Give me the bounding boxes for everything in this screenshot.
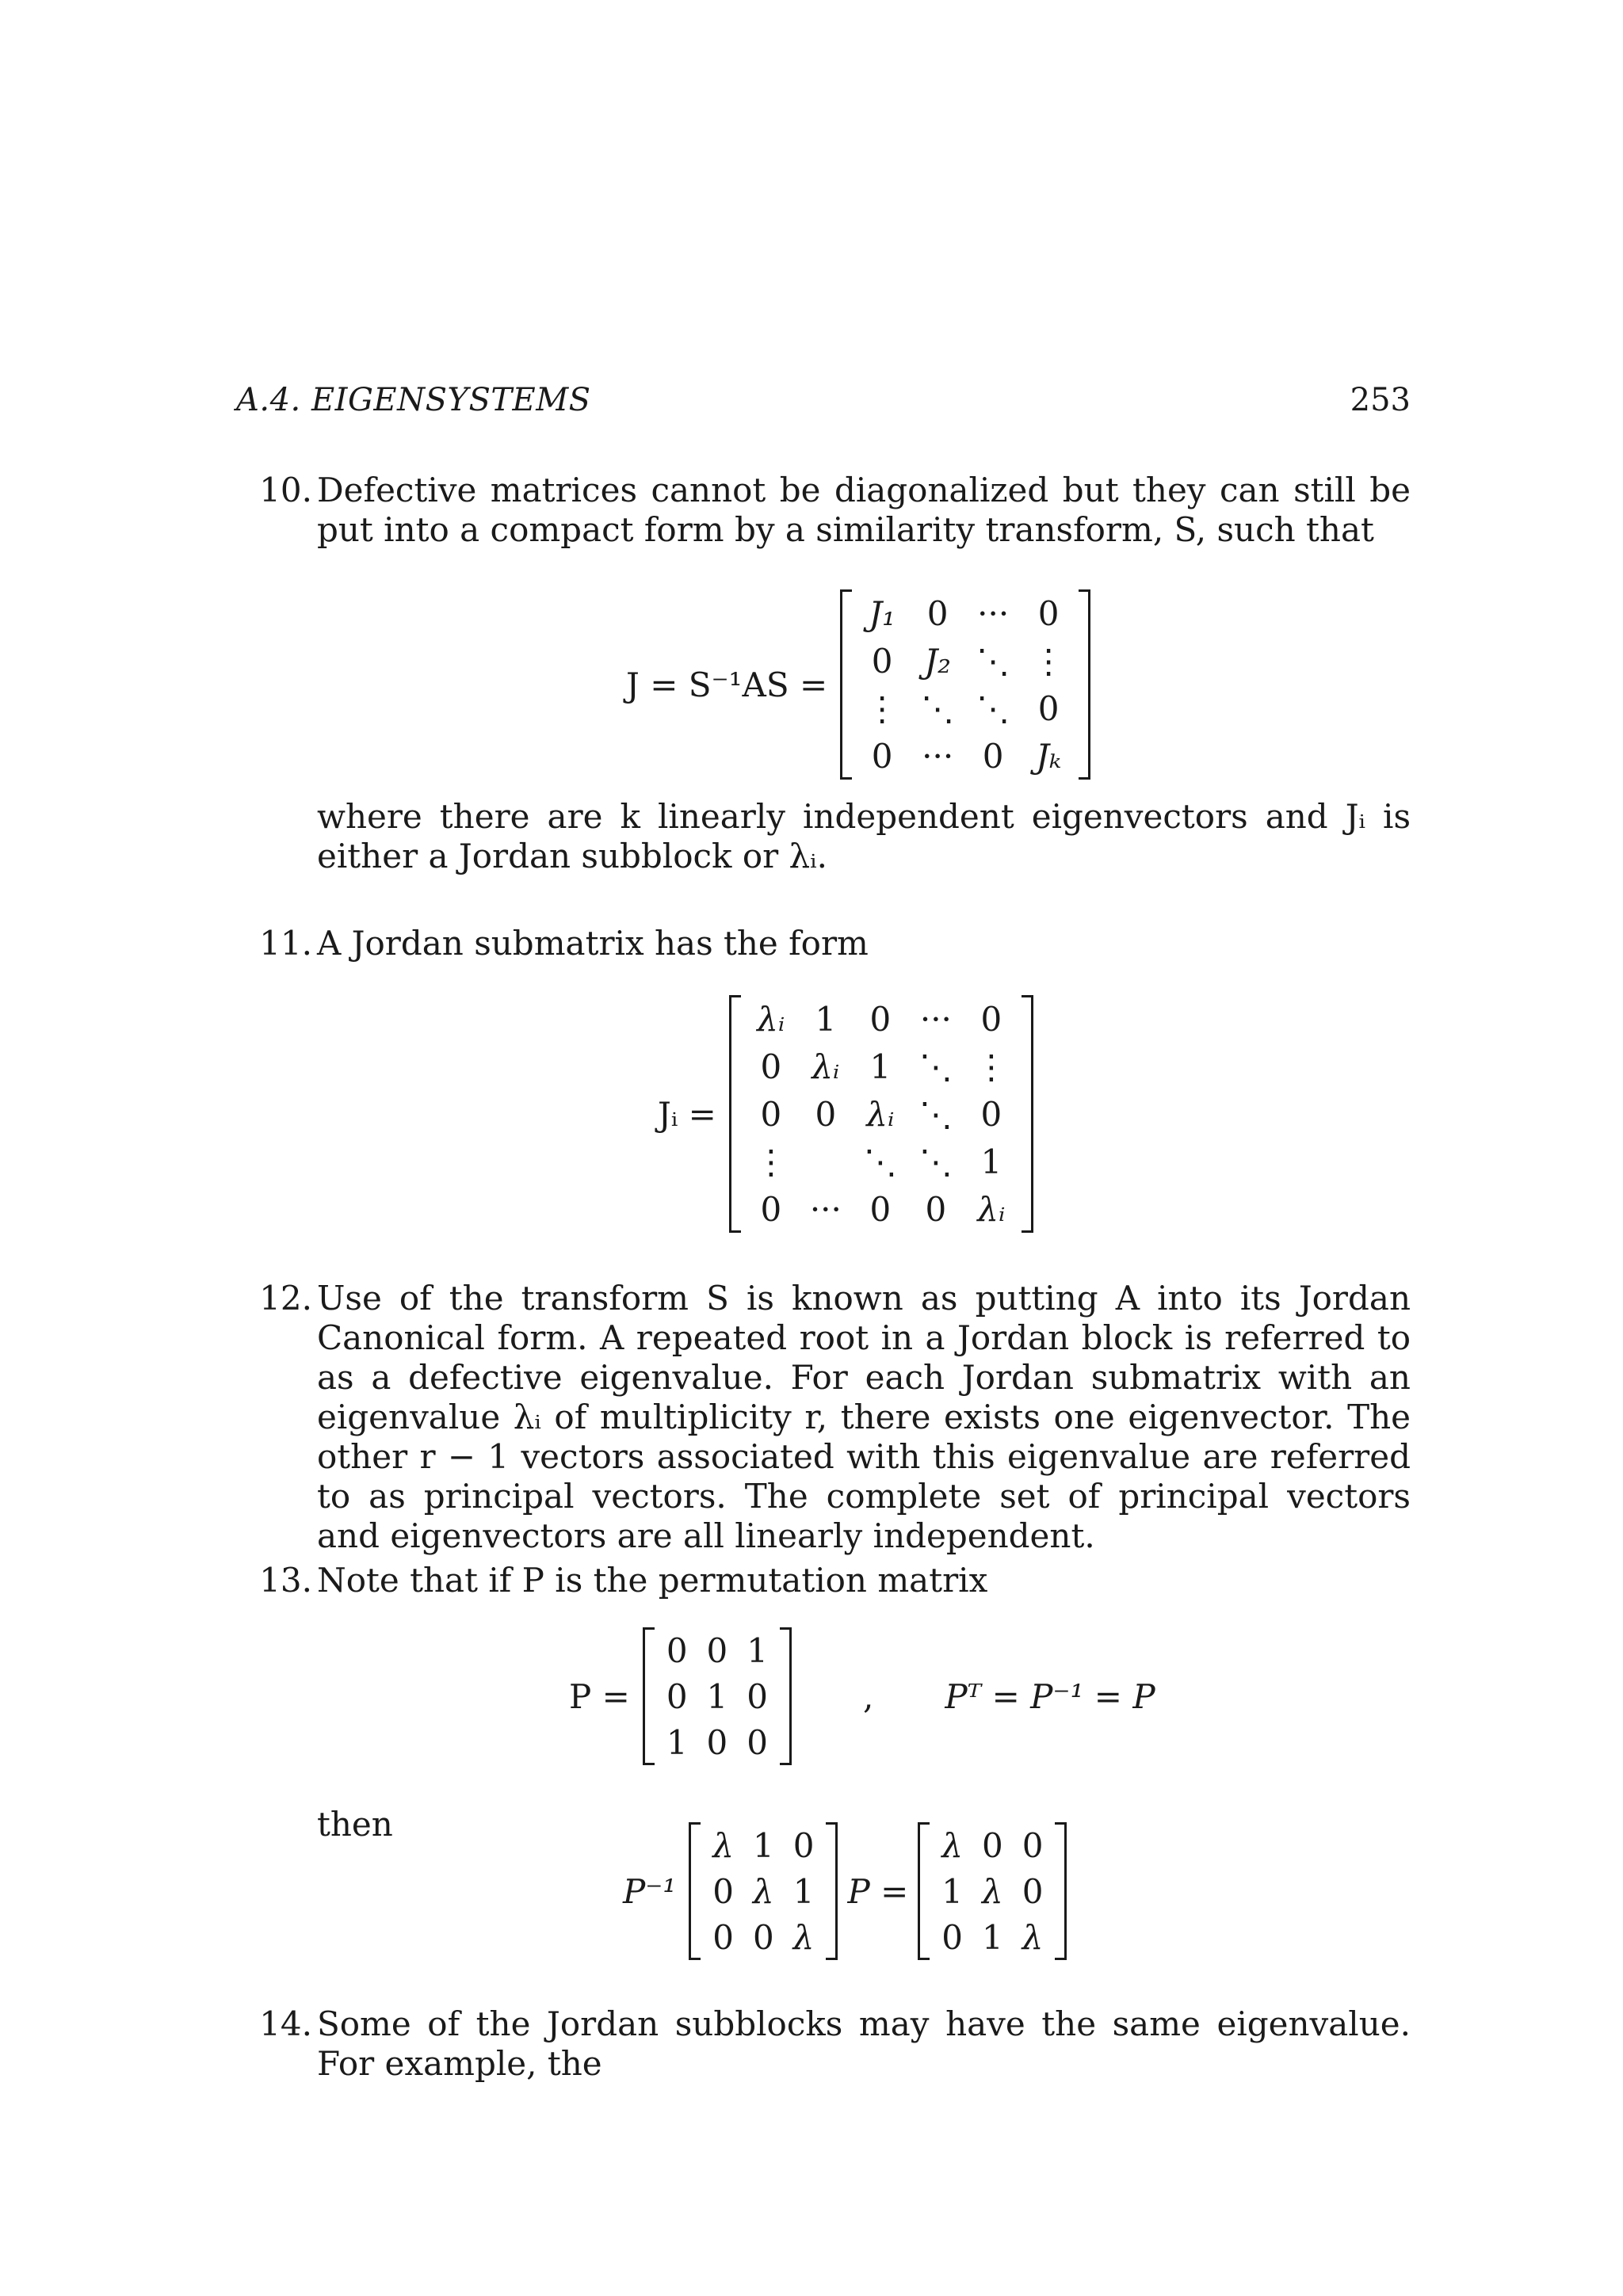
matrix-A2 [918, 1822, 1067, 1960]
matrix-row [854, 685, 1076, 732]
matrix-cell: ⋱ [918, 1094, 953, 1134]
matrix-row [743, 995, 1019, 1043]
matrix-row [657, 1673, 777, 1719]
item-number: 10. [259, 471, 312, 509]
matrix-A1 [689, 1822, 838, 1960]
matrix-cell: 0 [760, 1047, 782, 1086]
matrix-cell: 0 [747, 1676, 769, 1716]
matrix-cell [799, 1138, 853, 1185]
section-title: A.4. EIGENSYSTEMS [236, 382, 591, 418]
matrix-cell: ⋱ [976, 641, 1010, 681]
matrix-cell: λ [982, 1871, 1003, 1911]
matrix-cell: 0 [792, 1825, 815, 1865]
matrix-cell: 0 [982, 1825, 1003, 1865]
item-text: Some of the Jordan subblocks may have the same eigenvalue. For example, the [317, 2004, 1411, 2083]
matrix-cell: ⋱ [918, 1047, 953, 1086]
matrix-cell: 0 [747, 1722, 769, 1762]
equation-similarity [623, 1822, 1067, 1960]
matrix-cell: 1 [982, 1917, 1003, 1957]
item-number: 11. [259, 924, 312, 963]
matrix-cell: 1 [941, 1871, 964, 1911]
matrix-cell: 0 [1022, 1871, 1044, 1911]
matrix-cell: 0 [712, 1917, 734, 1957]
matrix-cell: 0 [871, 641, 893, 681]
matrix-row [657, 1719, 777, 1765]
matrix-cell: ⋮ [974, 1047, 1008, 1086]
equation-mid: P = [847, 1871, 909, 1911]
matrix-cell: 0 [1037, 688, 1060, 728]
matrix-cell: 0 [926, 593, 949, 633]
matrix-row [854, 589, 1076, 637]
matrix-row [703, 1868, 823, 1914]
matrix-cell: 1 [747, 1630, 769, 1670]
matrix-table [703, 1822, 823, 1960]
item-text: A Jordan submatrix has the form [317, 924, 869, 963]
matrix-cell: 0 [760, 1094, 782, 1134]
matrix-cell: ··· [922, 736, 954, 776]
equation-lhs: J = S⁻¹AS = [626, 665, 828, 704]
equation-lhs: Jᵢ = [658, 1094, 716, 1134]
comma: , [863, 1676, 874, 1716]
item-number: 14. [259, 2004, 312, 2043]
matrix-cell: ··· [809, 1189, 842, 1229]
matrix-table [854, 589, 1076, 780]
matrix-table [657, 1627, 777, 1765]
equation-lhs: P⁻¹ [623, 1871, 677, 1911]
matrix-cell: 1 [815, 999, 837, 1039]
matrix-row [743, 1185, 1019, 1233]
matrix-cell: λᵢ [812, 1047, 840, 1086]
matrix-cell: 0 [869, 1189, 892, 1229]
matrix-cell: ⋱ [863, 1142, 897, 1181]
matrix-row [932, 1822, 1052, 1868]
equation-permutation [569, 1627, 1155, 1765]
matrix-cell: 0 [666, 1676, 688, 1716]
matrix-cell: 0 [982, 736, 1004, 776]
matrix-cell: 0 [666, 1630, 688, 1670]
matrix-cell: 0 [753, 1917, 774, 1957]
matrix-cell: λ [1022, 1917, 1044, 1957]
matrix-cell: 0 [941, 1917, 964, 1957]
matrix-row [932, 1914, 1052, 1960]
matrix-cell: λ [712, 1825, 734, 1865]
matrix-cell: 1 [792, 1871, 815, 1911]
item-text: Use of the transform S is known as putting A into its Jordan Canonical form. A repeated root in a Jordan block is referred to as a defective eigenvalue. For each Jordan submatrix with an eigenvalue λᵢ of multiplicity r, there exists one eigenvector. The other r − 1 vectors associated with this eigenvalue are referred to as principal vectors. The complete set of principal vectors and eigenvectors are all linearly independent. [317, 1279, 1411, 1555]
matrix-row [743, 1138, 1019, 1185]
matrix-cell: 0 [925, 1189, 947, 1229]
matrix-table [932, 1822, 1052, 1960]
matrix-cell: 0 [706, 1722, 728, 1762]
matrix-cell: 0 [1022, 1825, 1044, 1865]
matrix-cell: 0 [815, 1094, 837, 1134]
matrix-cell: λᵢ [866, 1094, 895, 1134]
matrix-cell: Jₖ [1036, 736, 1062, 776]
item-number: 12. [259, 1279, 312, 1318]
item-text: Defective matrices cannot be diagonalized but they can still be put into a compact form by a similarity transform, S, such that [317, 471, 1411, 549]
matrix-cell: 0 [1037, 593, 1060, 633]
matrix-row [854, 732, 1076, 780]
equation-jordan-form [626, 589, 1090, 780]
matrix-cell: 0 [760, 1189, 782, 1229]
matrix-cell: ⋮ [1032, 641, 1066, 681]
matrix-row [743, 1043, 1019, 1090]
matrix-cell: 0 [706, 1630, 728, 1670]
matrix-cell: ⋮ [754, 1142, 788, 1181]
matrix-Ji [729, 995, 1033, 1233]
matrix-J [840, 589, 1090, 780]
matrix-cell: 0 [712, 1871, 734, 1911]
matrix-table [743, 995, 1019, 1233]
matrix-cell: ⋮ [865, 688, 899, 728]
matrix-P [643, 1627, 792, 1765]
matrix-row [703, 1822, 823, 1868]
matrix-cell: 1 [753, 1825, 774, 1865]
matrix-cell: J₂ [924, 641, 951, 681]
matrix-cell: ⋱ [921, 688, 955, 728]
matrix-cell: 0 [871, 736, 893, 776]
matrix-cell: 0 [869, 999, 892, 1039]
matrix-cell: λᵢ [757, 999, 785, 1039]
matrix-cell: λ [792, 1917, 815, 1957]
matrix-cell: λᵢ [977, 1189, 1006, 1229]
page-number: 253 [1350, 382, 1411, 418]
item-text: where there are k linearly independent eigenvectors and Jᵢ is either a Jordan subblock or λᵢ. [317, 797, 1411, 875]
matrix-cell: ⋱ [976, 688, 1010, 728]
matrix-cell: λ [753, 1871, 774, 1911]
matrix-row [854, 637, 1076, 685]
matrix-cell: 1 [869, 1047, 892, 1086]
matrix-cell: λ [941, 1825, 963, 1865]
matrix-cell: 1 [666, 1722, 688, 1762]
item-number: 13. [259, 1561, 312, 1600]
matrix-cell: 1 [980, 1142, 1002, 1181]
matrix-cell: ··· [919, 999, 952, 1039]
matrix-cell: ··· [977, 593, 1010, 633]
matrix-row [932, 1868, 1052, 1914]
matrix-cell: J₁ [869, 593, 896, 633]
matrix-cell: 0 [980, 1094, 1002, 1134]
matrix-row [703, 1914, 823, 1960]
then-text: then [317, 1805, 393, 1844]
item-text: Note that if P is the permutation matrix [317, 1561, 988, 1600]
matrix-cell: 0 [980, 999, 1002, 1039]
equation-lhs: P = [569, 1676, 630, 1716]
matrix-row [657, 1627, 777, 1673]
matrix-cell: ⋱ [918, 1142, 953, 1181]
matrix-cell: 1 [706, 1676, 728, 1716]
matrix-row [743, 1090, 1019, 1138]
equation-jordan-submatrix [658, 995, 1033, 1233]
running-header [236, 382, 1411, 429]
relation: Pᵀ = P⁻¹ = P [945, 1676, 1155, 1716]
